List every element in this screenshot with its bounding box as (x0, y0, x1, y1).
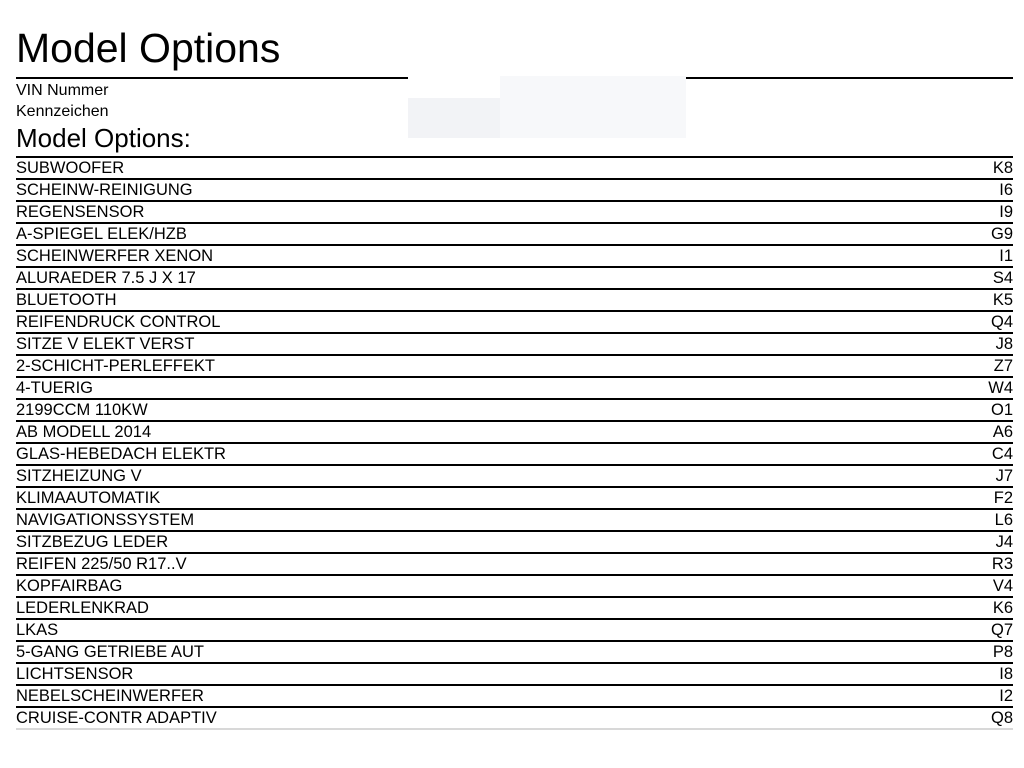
option-name: NAVIGATIONSSYSTEM (16, 511, 195, 529)
option-name: REIFEN 225/50 R17..V (16, 555, 187, 573)
option-row (16, 378, 1013, 400)
option-name: KLIMAAUTOMATIK (16, 489, 161, 507)
option-row (16, 356, 1013, 378)
option-name: KOPFAIRBAG (16, 577, 123, 595)
option-code: F2 (993, 489, 1013, 507)
option-name: BLUETOOTH (16, 291, 117, 309)
section-title: Model Options: (16, 123, 191, 153)
option-row (16, 268, 1013, 290)
option-name: SITZE V ELEKT VERST (16, 335, 195, 353)
option-name: 2-SCHICHT-PERLEFFEKT (16, 357, 215, 375)
option-name: REIFENDRUCK CONTROL (16, 313, 221, 331)
option-row (16, 686, 1013, 708)
page-title: Model Options (16, 25, 281, 71)
option-code: A6 (992, 423, 1013, 441)
option-row (16, 554, 1013, 576)
option-code: J7 (995, 467, 1013, 485)
option-code: I8 (999, 665, 1013, 683)
option-name: 2199CCM 110KW (16, 401, 148, 419)
option-code: K8 (992, 159, 1013, 177)
option-name: ALURAEDER 7.5 J X 17 (16, 269, 196, 287)
option-code: I6 (999, 181, 1013, 199)
option-code: K6 (992, 599, 1013, 617)
option-code: S4 (992, 269, 1013, 287)
option-name: SITZHEIZUNG V (16, 467, 142, 485)
option-row (16, 532, 1013, 554)
option-row (16, 664, 1013, 686)
option-row (16, 400, 1013, 422)
title-rule-left (16, 77, 408, 79)
option-name: REGENSENSOR (16, 203, 145, 221)
option-code: I1 (999, 247, 1013, 265)
option-row (16, 466, 1013, 488)
option-row (16, 510, 1013, 532)
option-row (16, 246, 1013, 268)
option-code: G9 (990, 225, 1013, 243)
option-code: L6 (994, 511, 1013, 529)
option-code: Q4 (990, 313, 1013, 331)
option-code: W4 (988, 379, 1013, 397)
option-name: GLAS-HEBEDACH ELEKTR (16, 445, 226, 463)
option-code: V4 (992, 577, 1013, 595)
option-name: AB MODELL 2014 (16, 423, 152, 441)
option-code: Q8 (990, 709, 1013, 727)
redacted-area (408, 98, 500, 138)
option-row (16, 334, 1013, 356)
option-row (16, 620, 1013, 642)
option-code: J4 (995, 533, 1013, 551)
option-name: 5-GANG GETRIEBE AUT (16, 643, 204, 661)
option-row (16, 576, 1013, 598)
option-name: SITZBEZUG LEDER (16, 533, 169, 551)
option-code: O1 (990, 401, 1013, 419)
option-row (16, 158, 1013, 180)
option-row (16, 224, 1013, 246)
option-name: NEBELSCHEINWERFER (16, 687, 204, 705)
option-code: I9 (999, 203, 1013, 221)
option-code: I2 (999, 687, 1013, 705)
option-code: Q7 (990, 621, 1013, 639)
option-row (16, 290, 1013, 312)
option-row (16, 422, 1013, 444)
option-name: CRUISE-CONTR ADAPTIV (16, 709, 217, 727)
plate-label: Kennzeichen (16, 103, 109, 120)
option-name: LEDERLENKRAD (16, 599, 149, 617)
option-name: LICHTSENSOR (16, 665, 134, 683)
option-row (16, 708, 1013, 730)
option-name: SUBWOOFER (16, 159, 125, 177)
option-row (16, 642, 1013, 664)
option-row (16, 444, 1013, 466)
option-name: 4-TUERIG (16, 379, 94, 397)
option-code: R3 (991, 555, 1013, 573)
option-name: A-SPIEGEL ELEK/HZB (16, 225, 187, 243)
option-row (16, 312, 1013, 334)
option-code: K5 (992, 291, 1013, 309)
option-code: P8 (992, 643, 1013, 661)
option-code: J8 (995, 335, 1013, 353)
option-name: SCHEINWERFER XENON (16, 247, 214, 265)
option-name: LKAS (16, 621, 59, 639)
option-row (16, 598, 1013, 620)
option-row (16, 202, 1013, 224)
redacted-area (500, 76, 686, 138)
title-rule-right (686, 77, 1013, 79)
option-code: C4 (991, 445, 1013, 463)
option-name: SCHEINW-REINIGUNG (16, 181, 193, 199)
vin-label: VIN Nummer (16, 82, 109, 99)
option-row (16, 488, 1013, 510)
option-code: Z7 (993, 357, 1013, 375)
option-row (16, 180, 1013, 202)
options-list (16, 156, 1013, 730)
